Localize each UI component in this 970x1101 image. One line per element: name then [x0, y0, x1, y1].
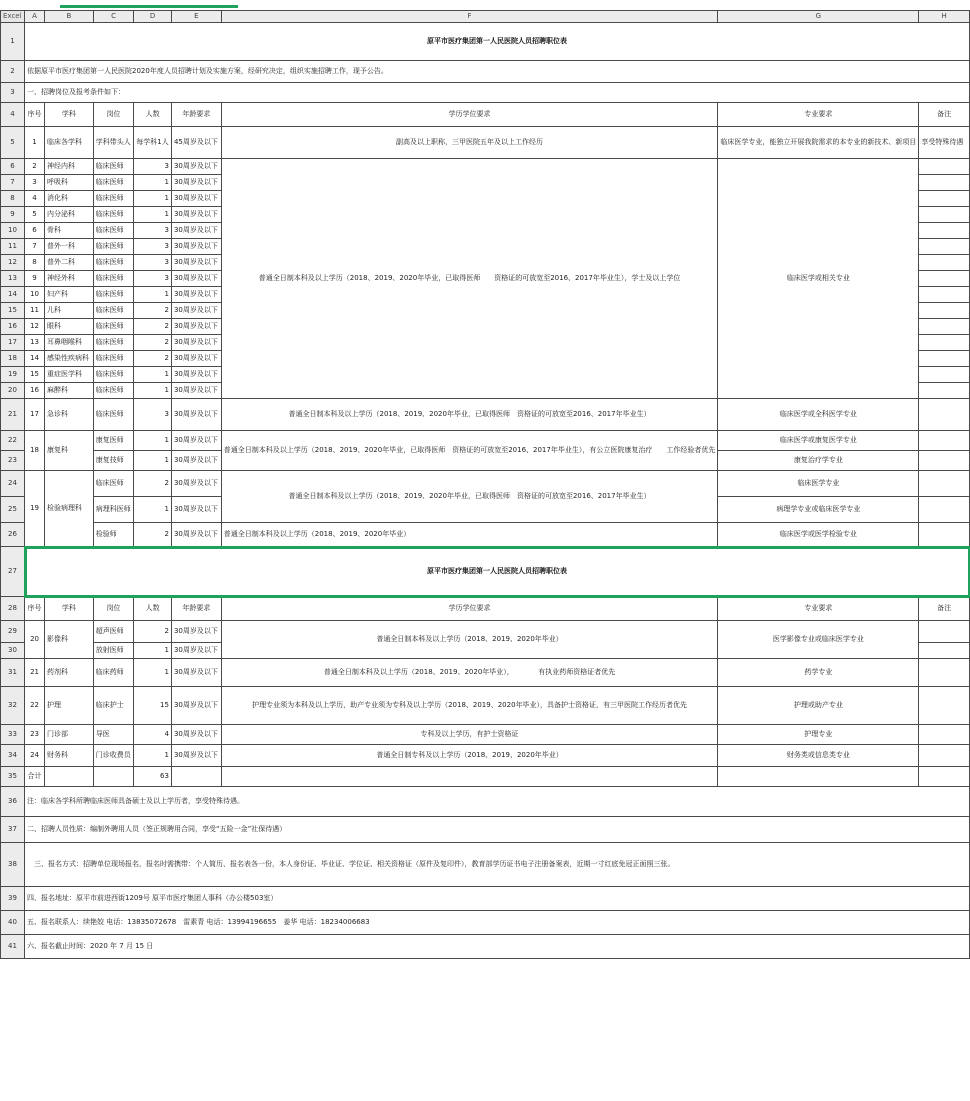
- cell-age[interactable]: 30周岁及以下: [171, 451, 221, 471]
- cell-num[interactable]: 3: [134, 223, 172, 239]
- cell-note[interactable]: [919, 255, 970, 271]
- cell-major[interactable]: 临床医学或康复医学专业: [718, 431, 919, 451]
- col-header-a[interactable]: A: [25, 11, 45, 23]
- cell-num[interactable]: 2: [134, 319, 172, 335]
- cell-num[interactable]: 1: [134, 175, 172, 191]
- cell-post[interactable]: 康复医师: [93, 431, 133, 451]
- cell-num[interactable]: 2: [134, 523, 172, 547]
- cell-edu[interactable]: 专科及以上学历，有护士资格证: [221, 725, 718, 745]
- cell-age[interactable]: 30周岁及以下: [171, 175, 221, 191]
- cell-no[interactable]: 1: [25, 127, 45, 159]
- cell-post[interactable]: 门诊收费员: [93, 745, 133, 767]
- cell-age[interactable]: 30周岁及以下: [171, 191, 221, 207]
- cell-dept[interactable]: 内分泌科: [45, 207, 94, 223]
- row-number[interactable]: 23: [1, 451, 25, 471]
- cell-note[interactable]: [919, 745, 970, 767]
- cell-dept[interactable]: 妇产科: [45, 287, 94, 303]
- cell-note[interactable]: [919, 431, 970, 451]
- header-cell[interactable]: 备注: [919, 103, 970, 127]
- cell-age[interactable]: 30周岁及以下: [171, 383, 221, 399]
- cell-no[interactable]: 12: [25, 319, 45, 335]
- cell-post[interactable]: 超声医师: [93, 621, 133, 643]
- col-header-d[interactable]: D: [134, 11, 172, 23]
- sheet-title[interactable]: 原平市医疗集团第一人民医院人员招聘职位表: [25, 23, 970, 61]
- row-number[interactable]: 24: [1, 471, 25, 497]
- cell-num[interactable]: 1: [134, 431, 172, 451]
- cell-post[interactable]: 临床医师: [93, 399, 133, 431]
- cell-no[interactable]: 10: [25, 287, 45, 303]
- row-number[interactable]: 21: [1, 399, 25, 431]
- cell-note[interactable]: 享受特殊待遇: [919, 127, 970, 159]
- cell-num[interactable]: 1: [134, 497, 172, 523]
- cell-no[interactable]: 21: [25, 659, 45, 687]
- cell-age[interactable]: 30周岁及以下: [171, 621, 221, 643]
- cell-age[interactable]: 30周岁及以下: [171, 319, 221, 335]
- cell-dept[interactable]: 影像科: [45, 621, 94, 659]
- cell-edu[interactable]: [221, 767, 718, 787]
- row-number[interactable]: 29: [1, 621, 25, 643]
- column-header-row: [1, 11, 970, 23]
- header-cell[interactable]: 学历学位要求: [221, 103, 718, 127]
- cell-num[interactable]: 2: [134, 471, 172, 497]
- intro-text[interactable]: 依据原平市医疗集团第一人民医院2020年度人员招聘计划及实施方案，经研究决定，组织实施招聘工作，现予公告。: [25, 61, 970, 83]
- header-cell[interactable]: 学科: [45, 103, 94, 127]
- cell-post[interactable]: 学科带头人: [93, 127, 133, 159]
- cell-no[interactable]: 16: [25, 383, 45, 399]
- cell-note[interactable]: [919, 767, 970, 787]
- row-number[interactable]: 4: [1, 103, 25, 127]
- row-number[interactable]: 38: [1, 843, 25, 887]
- note-line[interactable]: 注：临床各学科所聘临床医师具备硕士及以上学历者，享受特殊待遇。: [25, 787, 970, 817]
- cell-num[interactable]: 1: [134, 643, 172, 659]
- row-number[interactable]: 40: [1, 911, 25, 935]
- col-header-e[interactable]: E: [171, 11, 221, 23]
- row-number[interactable]: 27: [1, 547, 25, 597]
- row-number[interactable]: 25: [1, 497, 25, 523]
- cell-no[interactable]: 22: [25, 687, 45, 725]
- row-number[interactable]: 34: [1, 745, 25, 767]
- cell-num[interactable]: 1: [134, 287, 172, 303]
- cell-post[interactable]: 放射医师: [93, 643, 133, 659]
- header-cell[interactable]: 学科: [45, 597, 94, 621]
- cell-note[interactable]: [919, 621, 970, 643]
- cell-age[interactable]: 30周岁及以下: [171, 745, 221, 767]
- cell-post[interactable]: 病理科医师: [93, 497, 133, 523]
- cell-post[interactable]: 临床医师: [93, 335, 133, 351]
- row-number[interactable]: 22: [1, 431, 25, 451]
- cell-edu[interactable]: 护理专业须为本科及以上学历，助产专业须为专科及以上学历（2018、2019、2020年毕业），具备护士资格证，有三甲医院工作经历者优先: [221, 687, 718, 725]
- table-row: [1, 431, 970, 451]
- cell-post[interactable]: 临床医师: [93, 303, 133, 319]
- cell-post[interactable]: 康复技师: [93, 451, 133, 471]
- cell-num[interactable]: 1: [134, 745, 172, 767]
- cell-no[interactable]: 15: [25, 367, 45, 383]
- header-cell[interactable]: 人数: [134, 597, 172, 621]
- cell-post[interactable]: 导医: [93, 725, 133, 745]
- row-number[interactable]: 26: [1, 523, 25, 547]
- cell-num[interactable]: 1: [134, 207, 172, 223]
- cell-note[interactable]: [919, 191, 970, 207]
- row-number[interactable]: 12: [1, 255, 25, 271]
- row-number[interactable]: 1: [1, 23, 25, 61]
- cell-edu-merged[interactable]: 普通全日制本科及以上学历（2018、2019、2020年毕业，已取得医师 资格证的可放宽至2016、2017年毕业生），有公立医院康复治疗 工作经验者优先: [221, 431, 718, 471]
- cell-note[interactable]: [919, 725, 970, 745]
- cell-no[interactable]: 18: [25, 431, 45, 471]
- row-number[interactable]: 5: [1, 127, 25, 159]
- cell-num[interactable]: 15: [134, 687, 172, 725]
- cell-num[interactable]: 3: [134, 239, 172, 255]
- table-row: [1, 621, 970, 643]
- cell-dept[interactable]: 眼科: [45, 319, 94, 335]
- cell-post[interactable]: 临床医师: [93, 255, 133, 271]
- cell-age[interactable]: 30周岁及以下: [171, 497, 221, 523]
- cell-post[interactable]: 临床医师: [93, 383, 133, 399]
- cell-note[interactable]: [919, 335, 970, 351]
- row-number[interactable]: 37: [1, 817, 25, 843]
- cell-dept[interactable]: 儿科: [45, 303, 94, 319]
- cell-dept[interactable]: 耳鼻咽喉科: [45, 335, 94, 351]
- cell-num[interactable]: 1: [134, 659, 172, 687]
- cell-major[interactable]: 护理或助产专业: [718, 687, 919, 725]
- table-row: [1, 399, 970, 431]
- cell-post[interactable]: 临床医师: [93, 207, 133, 223]
- cell-post[interactable]: 临床医师: [93, 191, 133, 207]
- row-number[interactable]: 6: [1, 159, 25, 175]
- table-row: [1, 725, 970, 745]
- cell-major[interactable]: 临床医学或医学检验专业: [718, 523, 919, 547]
- cell-dept[interactable]: 检验病理科: [45, 471, 94, 547]
- cell-num[interactable]: 1: [134, 383, 172, 399]
- row-number[interactable]: 30: [1, 643, 25, 659]
- cell-dept[interactable]: 临床各学科: [45, 127, 94, 159]
- header-cell[interactable]: 学历学位要求: [221, 597, 718, 621]
- cell-no[interactable]: 8: [25, 255, 45, 271]
- table-row: [1, 687, 970, 725]
- cell-major[interactable]: 药学专业: [718, 659, 919, 687]
- cell-no[interactable]: 3: [25, 175, 45, 191]
- cell-note[interactable]: [919, 643, 970, 659]
- cell-dept[interactable]: 药剂科: [45, 659, 94, 687]
- cell-edu-merged[interactable]: 普通全日制本科及以上学历（2018、2019、2020年毕业，已取得医师 资格证的可放宽至2016、2017年毕业生）: [221, 471, 718, 523]
- cell-major-merged[interactable]: 临床医学或相关专业: [718, 159, 919, 399]
- section-heading[interactable]: 一、招聘岗位及报考条件如下：: [25, 83, 970, 103]
- cell-num[interactable]: 2: [134, 335, 172, 351]
- cell-no[interactable]: 5: [25, 207, 45, 223]
- table-row: [1, 745, 970, 767]
- table-row: [1, 159, 970, 175]
- cell-no[interactable]: 6: [25, 223, 45, 239]
- header-cell[interactable]: 备注: [919, 597, 970, 621]
- cell-dept[interactable]: 普外一科: [45, 239, 94, 255]
- cell-age[interactable]: 30周岁及以下: [171, 659, 221, 687]
- cell-major[interactable]: 财务类或信息类专业: [718, 745, 919, 767]
- cell-note[interactable]: [919, 659, 970, 687]
- deadline-line[interactable]: 六、报名截止时间：2020 年 7 月 15 日: [25, 935, 970, 959]
- cell-dept[interactable]: 消化科: [45, 191, 94, 207]
- spreadsheet-grid: [0, 10, 970, 959]
- table-row: [1, 471, 970, 497]
- cell-edu[interactable]: 副高及以上职称，三甲医院五年及以上工作经历: [221, 127, 718, 159]
- cell-num[interactable]: 3: [134, 159, 172, 175]
- cell-no[interactable]: 23: [25, 725, 45, 745]
- cell-note[interactable]: [919, 687, 970, 725]
- row-number[interactable]: 14: [1, 287, 25, 303]
- cell-note[interactable]: [919, 159, 970, 175]
- cell-note[interactable]: [919, 367, 970, 383]
- row-number[interactable]: 39: [1, 887, 25, 911]
- cell-no[interactable]: 13: [25, 335, 45, 351]
- header-cell[interactable]: 岗位: [93, 103, 133, 127]
- cell-major[interactable]: 康复治疗学专业: [718, 451, 919, 471]
- row-number[interactable]: 28: [1, 597, 25, 621]
- cell-edu[interactable]: 普通全日制本科及以上学历（2018、2019、2020年毕业）， 有执业药师资格证者优先: [221, 659, 718, 687]
- cell-total-num[interactable]: 63: [134, 767, 172, 787]
- cell-no[interactable]: 19: [25, 471, 45, 547]
- cell-note[interactable]: [919, 351, 970, 367]
- header-cell[interactable]: 专业要求: [718, 103, 919, 127]
- row-number[interactable]: 7: [1, 175, 25, 191]
- cell-no[interactable]: 11: [25, 303, 45, 319]
- cell-dept[interactable]: 普外二科: [45, 255, 94, 271]
- cell-age[interactable]: 30周岁及以下: [171, 255, 221, 271]
- cell-edu[interactable]: 普通全日制本科及以上学历（2018、2019、2020年毕业）: [221, 523, 718, 547]
- table-row: [1, 767, 970, 787]
- cell-dept[interactable]: 重症医学科: [45, 367, 94, 383]
- cell-post[interactable]: 临床医师: [93, 223, 133, 239]
- header-cell[interactable]: 专业要求: [718, 597, 919, 621]
- cell-note[interactable]: [919, 239, 970, 255]
- cell-age[interactable]: 30周岁及以下: [171, 159, 221, 175]
- cell-no[interactable]: 7: [25, 239, 45, 255]
- header-cell[interactable]: 年龄要求: [171, 103, 221, 127]
- row-number[interactable]: 17: [1, 335, 25, 351]
- cell-post[interactable]: 临床医师: [93, 239, 133, 255]
- cell-num[interactable]: 2: [134, 303, 172, 319]
- table-row: [1, 659, 970, 687]
- cell-num[interactable]: 1: [134, 451, 172, 471]
- row-number[interactable]: 13: [1, 271, 25, 287]
- row-number[interactable]: 41: [1, 935, 25, 959]
- table-row: [1, 127, 970, 159]
- cell-note[interactable]: [919, 523, 970, 547]
- cell-no[interactable]: 20: [25, 621, 45, 659]
- cell-dept[interactable]: 神经内科: [45, 159, 94, 175]
- cell-post[interactable]: 检验师: [93, 523, 133, 547]
- row-number[interactable]: 16: [1, 319, 25, 335]
- cell-no[interactable]: 17: [25, 399, 45, 431]
- header-cell[interactable]: 序号: [25, 597, 45, 621]
- cell-age[interactable]: 30周岁及以下: [171, 431, 221, 451]
- cell-num[interactable]: 3: [134, 399, 172, 431]
- cell-post[interactable]: 临床护士: [93, 687, 133, 725]
- cell-note[interactable]: [919, 319, 970, 335]
- table-header-row: [1, 103, 970, 127]
- cell-note[interactable]: [919, 497, 970, 523]
- cell-age[interactable]: 30周岁及以下: [171, 399, 221, 431]
- cell-dept[interactable]: 康复科: [45, 431, 94, 471]
- address-line[interactable]: 四、报名地址：原平市前进西街1209号 原平市医疗集团人事科（办公楼503室）: [25, 887, 970, 911]
- apply-method-line[interactable]: 三、报名方式：招聘单位现场报名，报名时需携带：个人简历、报名表各一份，本人身份证、毕业证、学位证、相关资格证（原件及复印件），教育部学历证书电子注册备案表，近期一寸红底免冠正面照三张。: [25, 843, 970, 887]
- cell-num[interactable]: 4: [134, 725, 172, 745]
- cell-post[interactable]: 临床医师: [93, 367, 133, 383]
- cell-dept[interactable]: 神经外科: [45, 271, 94, 287]
- cell-no[interactable]: 14: [25, 351, 45, 367]
- cell-dept[interactable]: 门诊部: [45, 725, 94, 745]
- cell-note[interactable]: [919, 271, 970, 287]
- cell-post[interactable]: 临床药师: [93, 659, 133, 687]
- cell-age[interactable]: 30周岁及以下: [171, 223, 221, 239]
- cell-major[interactable]: 临床医学专业，能独立开展我院需求的本专业的新技术、新项目: [718, 127, 919, 159]
- app-label: Excel: [1, 11, 25, 23]
- cell-major[interactable]: [718, 767, 919, 787]
- cell-note[interactable]: [919, 451, 970, 471]
- row-number[interactable]: 33: [1, 725, 25, 745]
- col-header-g[interactable]: G: [718, 11, 919, 23]
- cell-num[interactable]: 2: [134, 621, 172, 643]
- cell-total-label[interactable]: 合计: [25, 767, 45, 787]
- cell-dept[interactable]: 麻醉科: [45, 383, 94, 399]
- cell-edu[interactable]: 普通全日制专科及以上学历（2018、2019、2020年毕业）: [221, 745, 718, 767]
- col-header-f[interactable]: F: [221, 11, 718, 23]
- cell-age[interactable]: 30周岁及以下: [171, 367, 221, 383]
- cell-post[interactable]: [93, 767, 133, 787]
- cell-major[interactable]: 护理专业: [718, 725, 919, 745]
- row-number[interactable]: 19: [1, 367, 25, 383]
- cell-edu[interactable]: 普通全日制本科及以上学历（2018、2019、2020年毕业，已取得医师 资格证的可放宽至2016、2017年毕业生）: [221, 399, 718, 431]
- cell-note[interactable]: [919, 207, 970, 223]
- cell-num[interactable]: 1: [134, 367, 172, 383]
- cell-post[interactable]: 临床医师: [93, 159, 133, 175]
- cell-age[interactable]: 30周岁及以下: [171, 303, 221, 319]
- cell-age[interactable]: 30周岁及以下: [171, 725, 221, 745]
- cell-note[interactable]: [919, 383, 970, 399]
- cell-age[interactable]: 30周岁及以下: [171, 271, 221, 287]
- cell-note[interactable]: [919, 303, 970, 319]
- col-header-h[interactable]: H: [919, 11, 970, 23]
- row-number[interactable]: 31: [1, 659, 25, 687]
- row-number[interactable]: 8: [1, 191, 25, 207]
- cell-post[interactable]: 临床医师: [93, 471, 133, 497]
- header-cell[interactable]: 序号: [25, 103, 45, 127]
- cell-age[interactable]: 30周岁及以下: [171, 471, 221, 497]
- cell-major-merged[interactable]: 医学影像专业或临床医学专业: [718, 621, 919, 659]
- table-header-row: [1, 597, 970, 621]
- cell-post[interactable]: 临床医师: [93, 319, 133, 335]
- cell-note[interactable]: [919, 175, 970, 191]
- cell-dept[interactable]: 呼吸科: [45, 175, 94, 191]
- row-number[interactable]: 9: [1, 207, 25, 223]
- cell-age[interactable]: [171, 767, 221, 787]
- row-number[interactable]: 3: [1, 83, 25, 103]
- nature-line[interactable]: 二、招聘人员性质：编制外聘用人员（签正规聘用合同，享受“五险一金”社保待遇）: [25, 817, 970, 843]
- table-row: [1, 523, 970, 547]
- active-tab-indicator: [60, 5, 238, 8]
- cell-num[interactable]: 2: [134, 351, 172, 367]
- row-number[interactable]: 11: [1, 239, 25, 255]
- cell-age[interactable]: 30周岁及以下: [171, 239, 221, 255]
- col-header-c[interactable]: C: [93, 11, 133, 23]
- row-number[interactable]: 32: [1, 687, 25, 725]
- cell-dept[interactable]: 感染性疾病科: [45, 351, 94, 367]
- cell-major[interactable]: 临床医学专业: [718, 471, 919, 497]
- cell-age[interactable]: 45周岁及以下: [171, 127, 221, 159]
- selected-title-cell[interactable]: 原平市医疗集团第一人民医院人员招聘职位表: [25, 547, 970, 597]
- cell-age[interactable]: 30周岁及以下: [171, 335, 221, 351]
- cell-note[interactable]: [919, 471, 970, 497]
- cell-dept[interactable]: 急诊科: [45, 399, 94, 431]
- cell-age[interactable]: 30周岁及以下: [171, 643, 221, 659]
- row-number[interactable]: 15: [1, 303, 25, 319]
- cell-no[interactable]: 2: [25, 159, 45, 175]
- cell-post[interactable]: 临床医师: [93, 271, 133, 287]
- cell-note[interactable]: [919, 399, 970, 431]
- row-number[interactable]: 36: [1, 787, 25, 817]
- cell-no[interactable]: 9: [25, 271, 45, 287]
- header-cell[interactable]: 年龄要求: [171, 597, 221, 621]
- cell-dept[interactable]: 财务科: [45, 745, 94, 767]
- cell-no[interactable]: 4: [25, 191, 45, 207]
- cell-post[interactable]: 临床医师: [93, 287, 133, 303]
- cell-num[interactable]: 3: [134, 255, 172, 271]
- cell-age[interactable]: 30周岁及以下: [171, 523, 221, 547]
- cell-dept[interactable]: 骨科: [45, 223, 94, 239]
- cell-note[interactable]: [919, 287, 970, 303]
- cell-edu-merged[interactable]: 普通全日制本科及以上学历（2018、2019、2020年毕业，已取得医师 资格证的可放宽至2016、2017年毕业生），学士及以上学位: [221, 159, 718, 399]
- cell-num[interactable]: 3: [134, 271, 172, 287]
- cell-num[interactable]: 每学科1人: [134, 127, 172, 159]
- cell-no[interactable]: 24: [25, 745, 45, 767]
- cell-post[interactable]: 临床医师: [93, 175, 133, 191]
- cell-age[interactable]: 30周岁及以下: [171, 687, 221, 725]
- row-number[interactable]: 18: [1, 351, 25, 367]
- cell-age[interactable]: 30周岁及以下: [171, 351, 221, 367]
- cell-major[interactable]: 临床医学或全科医学专业: [718, 399, 919, 431]
- cell-post[interactable]: 临床医师: [93, 351, 133, 367]
- contact-line[interactable]: 五、报名联系人：续艳姣 电话：13835072678 雷素青 电话：13994196655 姜华 电话：18234006683: [25, 911, 970, 935]
- row-number[interactable]: 20: [1, 383, 25, 399]
- header-cell[interactable]: 岗位: [93, 597, 133, 621]
- header-cell[interactable]: 人数: [134, 103, 172, 127]
- cell-edu-merged[interactable]: 普通全日制本科及以上学历（2018、2019、2020年毕业）: [221, 621, 718, 659]
- row-number[interactable]: 10: [1, 223, 25, 239]
- col-header-b[interactable]: B: [45, 11, 94, 23]
- cell-dept[interactable]: 护理: [45, 687, 94, 725]
- cell-age[interactable]: 30周岁及以下: [171, 287, 221, 303]
- row-number[interactable]: 2: [1, 61, 25, 83]
- cell-dept[interactable]: [45, 767, 94, 787]
- cell-major[interactable]: 病理学专业或临床医学专业: [718, 497, 919, 523]
- cell-num[interactable]: 1: [134, 191, 172, 207]
- cell-age[interactable]: 30周岁及以下: [171, 207, 221, 223]
- cell-note[interactable]: [919, 223, 970, 239]
- row-number[interactable]: 35: [1, 767, 25, 787]
